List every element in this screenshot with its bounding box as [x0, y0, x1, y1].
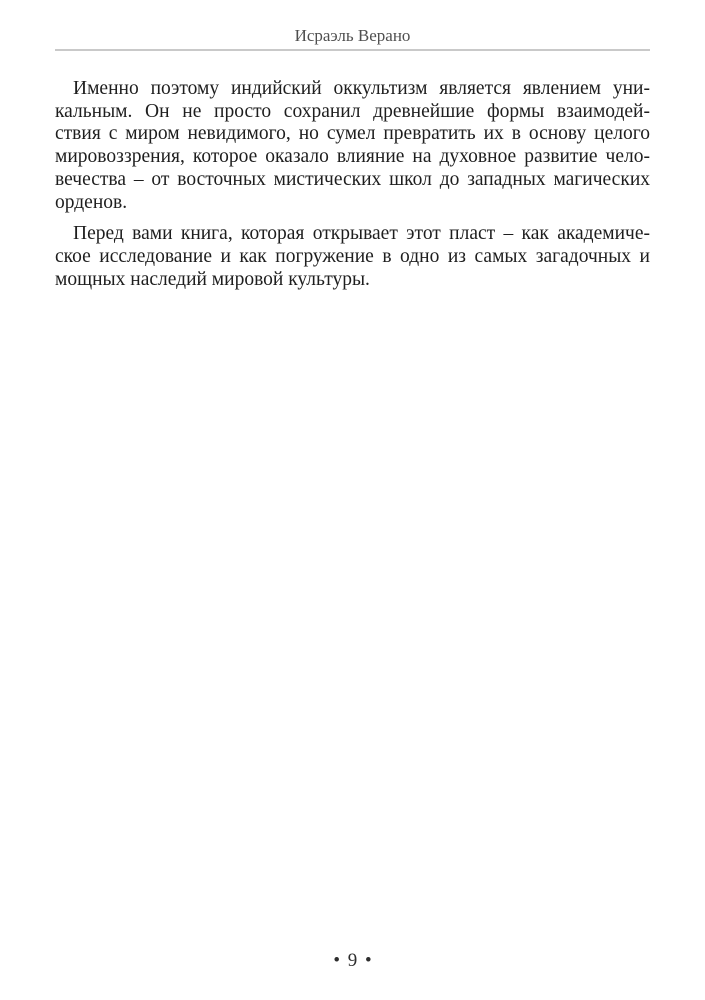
text-line: орденов. [55, 191, 128, 213]
header-rule [55, 49, 650, 51]
text-line: Перед вами книга, которая открывает этот пласт – как академиче- [73, 223, 650, 245]
paragraph-2 [55, 223, 650, 291]
running-header-author: Исраэль Верано [294, 26, 411, 45]
text-line: вечества – от восточных мистических школ до западных магических [55, 168, 650, 190]
text-line: мировоззрения, которое оказало влияние на духовное развитие чело- [55, 146, 650, 168]
text-line: кальным. Он не просто сохранил древнейшие формы взаимодей- [55, 100, 650, 122]
page-body [55, 78, 650, 291]
page-header [0, 0, 705, 51]
text-line: Именно поэтому индийский оккультизм является явлением уни- [73, 78, 650, 99]
paragraph-1 [55, 78, 650, 214]
page-number: • 9 • [333, 950, 372, 971]
text-line: ское исследование и как погружение в одно из самых загадочных и [55, 245, 650, 267]
text-line: мощных наследий мировой культуры. [55, 268, 370, 290]
text-line: ствия с миром невидимого, но сумел превратить их в основу целого [55, 123, 650, 145]
